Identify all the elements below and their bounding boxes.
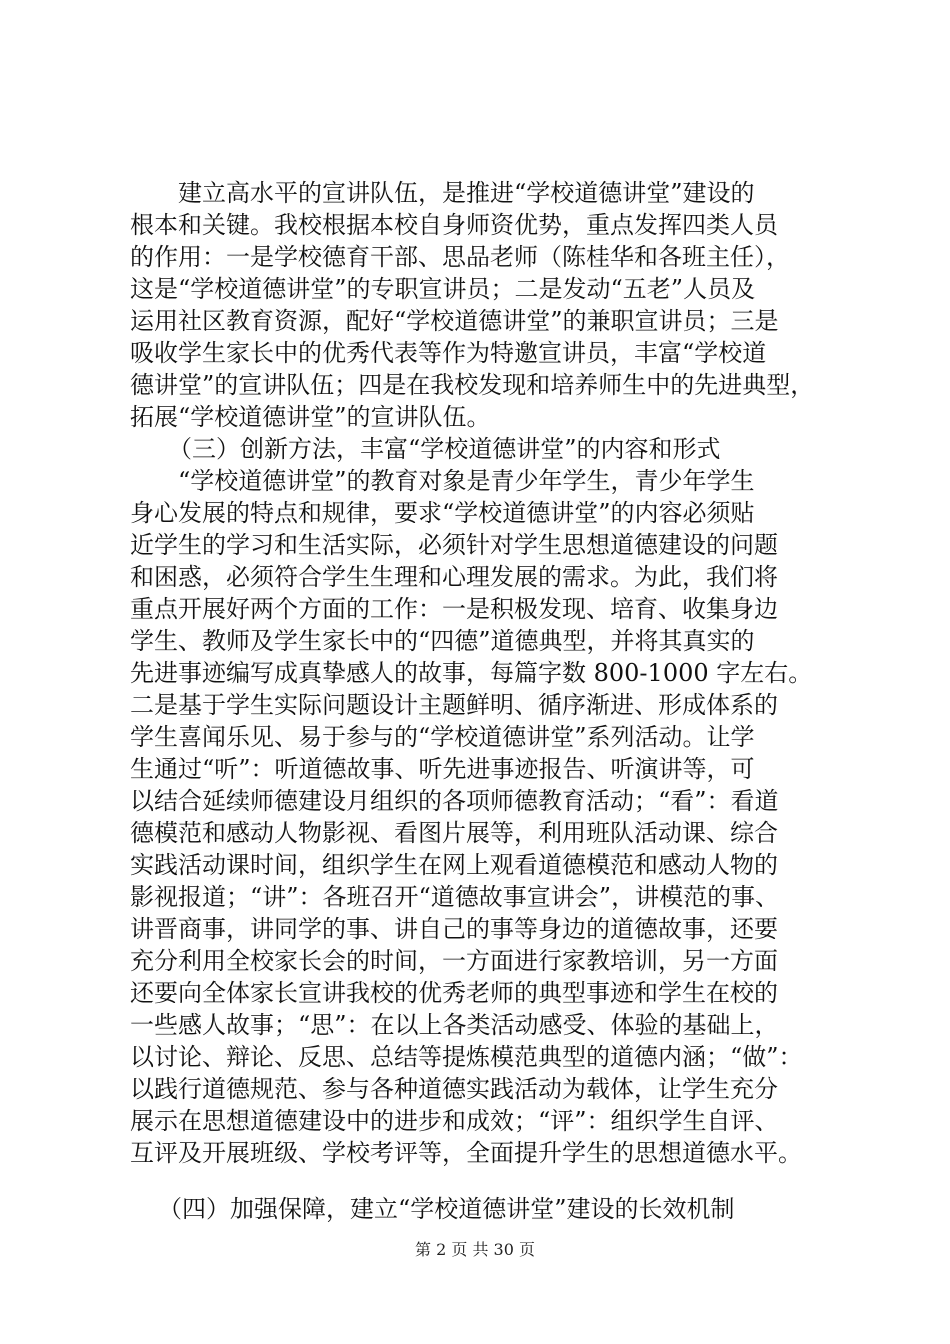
text-line: “学校道德讲堂”的教育对象是青少年学生，青少年学生	[130, 467, 755, 495]
text-line: 以结合延续师德建设月组织的各项师德教育活动；“看”：看道	[130, 787, 779, 815]
text-line: 德模范和感动人物影视、看图片展等，利用班队活动课、综合	[130, 819, 778, 847]
text-line: 近学生的学习和生活实际，必须针对学生思想道德建设的问题	[130, 531, 778, 559]
page-number-footer: 第 2 页 共 30 页	[415, 1240, 535, 1259]
text-line: 吸收学生家长中的优秀代表等作为特邀宣讲员，丰富“学校道	[130, 339, 767, 367]
text-line: 还要向全体家长宣讲我校的优秀老师的典型事迹和学生在校的	[130, 979, 778, 1007]
text-line: 和困惑，必须符合学生生理和心理发展的需求。为此，我们将	[130, 563, 778, 591]
text-line: 以践行道德规范、参与各种道德实践活动为载体，让学生充分	[130, 1075, 778, 1103]
text-line: 建立高水平的宣讲队伍，是推进“学校道德讲堂”建设的	[130, 179, 755, 207]
text-line: 重点开展好两个方面的工作：一是积极发现、培育、收集身边	[130, 595, 778, 623]
text-line: 先进事迹编写成真挚感人的故事，每篇字数 800-1000 字左右。	[130, 659, 813, 687]
section-heading-4: （四）加强保障，建立“学校道德讲堂”建设的长效机制	[158, 1195, 735, 1223]
text-line: 学生喜闻乐见、易于参与的“学校道德讲堂”系列活动。让学	[130, 723, 755, 751]
text-line: 运用社区教育资源，配好“学校道德讲堂”的兼职宣讲员；三是	[130, 307, 779, 335]
text-line: 充分利用全校家长会的时间，一方面进行家教培训，另一方面	[130, 947, 778, 975]
text-line: 以讨论、辩论、反思、总结等提炼模范典型的道德内涵；“做”：	[130, 1043, 803, 1071]
text-line: 展示在思想道德建设中的进步和成效；“评”：组织学生自评、	[130, 1107, 779, 1135]
text-line: 德讲堂”的宣讲队伍；四是在我校发现和培养师生中的先进典型，	[130, 371, 815, 399]
text-line: 学生、教师及学生家长中的“四德”道德典型，并将其真实的	[130, 627, 755, 655]
text-line: 二是基于学生实际问题设计主题鲜明、循序渐进、形成体系的	[130, 691, 778, 719]
text-line: 影视报道；“讲”：各班召开“道德故事宣讲会”，讲模范的事、	[130, 883, 780, 911]
text-line: 生通过“听”：听道德故事、听先进事迹报告、听演讲等，可	[130, 755, 755, 783]
text-line: 互评及开展班级、学校考评等，全面提升学生的思想道德水平。	[130, 1139, 802, 1167]
text-line: 的作用：一是学校德育干部、思品老师（陈桂华和各班主任），	[130, 243, 790, 271]
text-line: 这是“学校道德讲堂”的专职宣讲员；二是发动“五老”人员及	[130, 275, 756, 303]
text-line: 一些感人故事；“思”：在以上各类活动感受、体验的基础上，	[130, 1011, 779, 1039]
text-line: 拓展“学校道德讲堂”的宣讲队伍。	[130, 403, 491, 431]
text-line: 讲晋商事，讲同学的事、讲自己的事等身边的道德故事，还要	[130, 915, 778, 943]
text-line: 实践活动课时间，组织学生在网上观看道德模范和感动人物的	[130, 851, 778, 879]
section-heading-3: （三）创新方法，丰富“学校道德讲堂”的内容和形式	[168, 435, 721, 463]
text-line: 根本和关键。我校根据本校自身师资优势，重点发挥四类人员	[130, 211, 778, 239]
text-line: 身心发展的特点和规律，要求“学校道德讲堂”的内容必须贴	[130, 499, 755, 527]
